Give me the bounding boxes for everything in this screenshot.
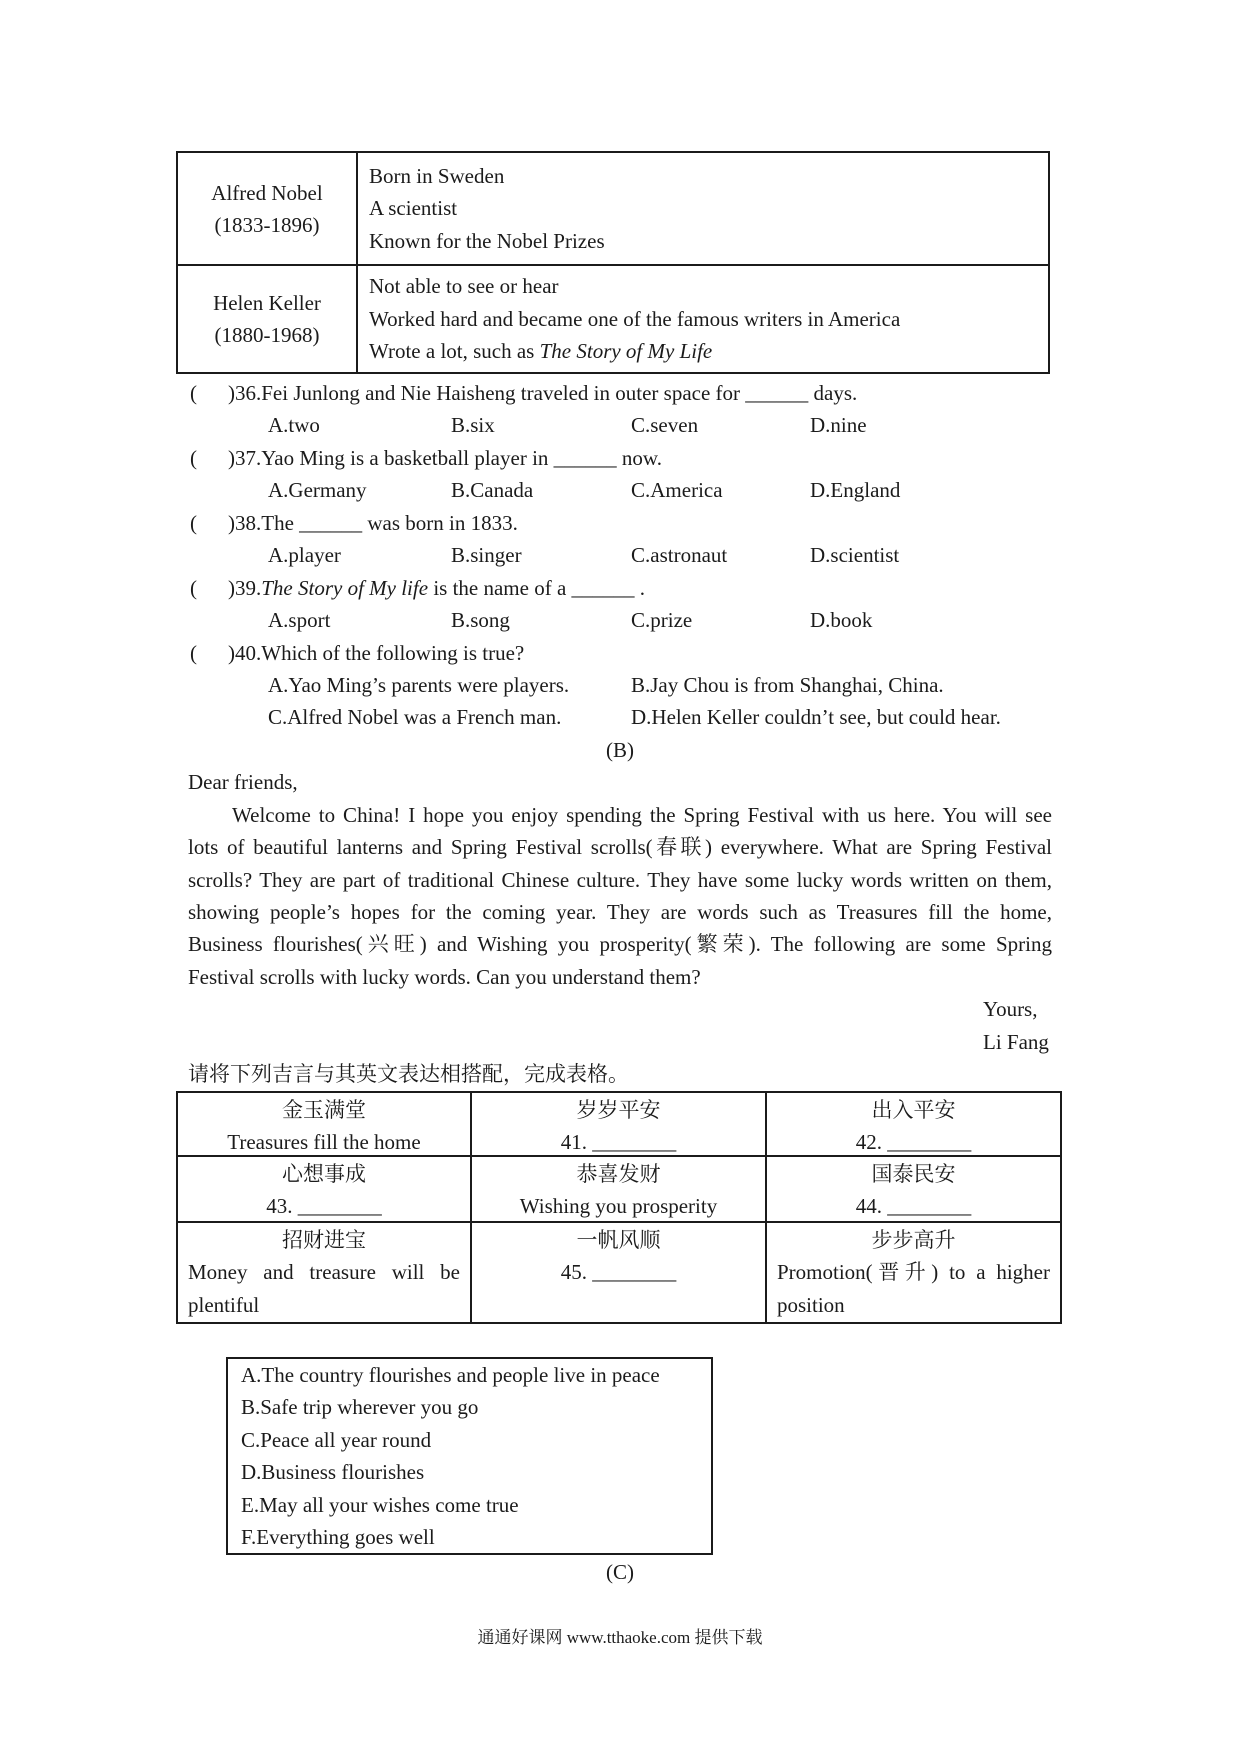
- chinese-phrase: 招财进宝: [282, 1228, 366, 1252]
- paragraph-line: Festival scrolls with lucky words. Can you understand them?: [188, 964, 701, 989]
- option-c: C.prize: [631, 608, 693, 633]
- question-stem: )36.Fei Junlong and Nie Haisheng traveled in outer space for ______ days.: [228, 381, 858, 405]
- chinese-phrase: 一帆风顺: [576, 1228, 661, 1252]
- letter-paragraph-line: [0, 831, 1240, 863]
- table-cell: [767, 1157, 1060, 1221]
- choices-box: [226, 1357, 713, 1555]
- choice-item: B.Safe trip wherever you go: [241, 1395, 479, 1420]
- page-footer: 通通好课网 www.tthaoke.com 提供下载: [477, 1628, 763, 1647]
- question-37: [0, 442, 1240, 474]
- chinese-phrase: 国泰民安: [871, 1162, 956, 1186]
- question-40-options-ab: [0, 669, 1240, 701]
- chinese-phrase: 步步高升: [871, 1228, 956, 1252]
- question-40: [0, 637, 1240, 669]
- person-cell: [178, 153, 358, 264]
- choice-item: C.Peace all year round: [241, 1427, 432, 1452]
- table-row: [178, 266, 1048, 372]
- table-cell: [472, 1157, 767, 1221]
- table-row: [178, 153, 1048, 266]
- answer-blank: 42. ________: [855, 1130, 972, 1155]
- option-d: D.Helen Keller couldn’t see, but could hear.: [631, 705, 1001, 730]
- english-phrase: Wishing you prosperity: [519, 1194, 718, 1219]
- option-c: C.seven: [631, 413, 699, 438]
- option-c: C.Alfred Nobel was a French man.: [268, 705, 562, 730]
- book-title: The Story of My Life: [539, 339, 713, 364]
- letter-paragraph-line: [0, 864, 1240, 896]
- fact-line: Not able to see or hear: [369, 274, 559, 299]
- choice-item: A.The country flourishes and people live in peace: [241, 1363, 660, 1387]
- fact-line: A scientist: [369, 196, 458, 221]
- option-b: B.song: [451, 608, 510, 633]
- people-info-table: [176, 151, 1050, 374]
- person-name: Helen Keller: [213, 291, 321, 315]
- paragraph-line: Business flourishes(兴旺) and Wishing you prosperity(繁荣). The following are some Spring: [188, 932, 1052, 957]
- table-row: [178, 1093, 1060, 1157]
- option-a: A.two: [268, 413, 320, 438]
- option-c: C.America: [631, 478, 723, 503]
- table-cell: [178, 1223, 472, 1322]
- paragraph-line: scrolls? They are part of traditional Chinese culture. They have some lucky words written on them,: [188, 867, 1052, 892]
- fact-line: Known for the Nobel Prizes: [369, 228, 605, 253]
- answer-bracket: (: [190, 640, 197, 665]
- answer-bracket: (: [190, 445, 197, 470]
- person-name: Alfred Nobel: [211, 180, 323, 205]
- option-a: A.sport: [268, 608, 331, 633]
- option-d: D.England: [810, 478, 901, 503]
- option-b: B.singer: [451, 543, 522, 568]
- table-cell: [178, 1093, 472, 1155]
- option-d: D.scientist: [810, 543, 900, 568]
- question-text: is the name of a ______ .: [433, 575, 646, 600]
- option-c: C.astronaut: [631, 543, 728, 568]
- chinese-phrase: 恭喜发财: [576, 1162, 661, 1186]
- matching-table: [176, 1091, 1062, 1324]
- question-40-options-cd: [0, 701, 1240, 733]
- greeting-text: Dear friends,: [188, 770, 298, 795]
- english-phrase: Promotion(晋升) to a higher position: [777, 1260, 1050, 1317]
- chinese-phrase: 岁岁平安: [576, 1098, 661, 1122]
- option-a: A.player: [268, 543, 341, 568]
- chinese-phrase: 心想事成: [282, 1162, 366, 1186]
- section-b-heading: [0, 734, 1240, 766]
- instruction-text: 请将下列吉言与其英文表达相搭配，完成表格。: [188, 1062, 629, 1087]
- question-36: [0, 377, 1240, 409]
- question-stem: )40.Which of the following is true?: [228, 640, 525, 665]
- question-36-options: [0, 409, 1240, 441]
- book-title: The Story of My life: [261, 575, 429, 600]
- table-cell: [472, 1093, 767, 1155]
- section-c-label: (C): [606, 1560, 634, 1584]
- choice-item: F.Everything goes well: [241, 1525, 435, 1550]
- answer-blank: 45. ________: [560, 1260, 677, 1285]
- person-cell: [178, 266, 358, 372]
- fact-line: Born in Sweden: [369, 163, 505, 188]
- question-38-options: [0, 539, 1240, 571]
- english-phrase: Money and treasure will be plentiful: [188, 1260, 460, 1317]
- question-stem: )37.Yao Ming is a basketball player in ______ now.: [228, 445, 662, 470]
- person-facts: [358, 266, 1048, 372]
- question-number: )39.: [228, 575, 262, 600]
- option-d: D.book: [810, 608, 873, 633]
- option-b: B.Canada: [451, 478, 534, 503]
- answer-blank: 43. ________: [266, 1194, 382, 1219]
- answer-blank: 44. ________: [855, 1194, 972, 1219]
- fact-line: Worked hard and became one of the famous writers in America: [369, 306, 901, 331]
- person-years: (1880-1968): [214, 323, 320, 347]
- choice-item: E.May all your wishes come true: [241, 1492, 519, 1517]
- letter-paragraph-line: [0, 799, 1240, 831]
- option-b: B.six: [451, 413, 495, 438]
- chinese-phrase: 金玉满堂: [282, 1098, 366, 1122]
- answer-bracket: (: [190, 510, 197, 535]
- table-cell: [767, 1093, 1060, 1155]
- paragraph-line: showing people’s hopes for the coming year. They are words such as Treasures fill the home,: [188, 900, 1052, 924]
- fact-text: Wrote a lot, such as: [369, 339, 535, 364]
- letter-closing: [0, 993, 1240, 1025]
- answer-bracket: (: [190, 381, 197, 405]
- paragraph-line: lots of beautiful lanterns and Spring Festival scrolls(春联) everywhere. What are Spring Festival: [188, 835, 1052, 860]
- letter-paragraph-line: [0, 961, 1240, 993]
- reading-section: [0, 377, 1240, 1091]
- matching-instruction: [0, 1058, 1240, 1090]
- table-cell: [767, 1223, 1060, 1322]
- signature-text: Li Fang: [983, 1029, 1049, 1054]
- fact-line: [369, 335, 1048, 367]
- table-row: [178, 1223, 1060, 1322]
- question-stem: )38.The ______ was born in 1833.: [228, 510, 518, 535]
- option-d: D.nine: [810, 413, 867, 438]
- answer-blank: 41. ________: [560, 1130, 677, 1155]
- question-38: [0, 507, 1240, 539]
- question-39: [0, 572, 1240, 604]
- table-cell: [472, 1223, 767, 1322]
- option-a: A.Yao Ming’s parents were players.: [268, 672, 570, 697]
- letter-paragraph-line: [0, 896, 1240, 928]
- table-row: [178, 1157, 1060, 1223]
- option-a: A.Germany: [268, 478, 367, 503]
- table-cell: [178, 1157, 472, 1221]
- letter-paragraph-line: [0, 928, 1240, 960]
- chinese-phrase: 出入平安: [871, 1098, 956, 1122]
- choice-item: D.Business flourishes: [241, 1460, 425, 1485]
- person-years: (1833-1896): [214, 212, 320, 237]
- letter-greeting: [0, 766, 1240, 798]
- english-phrase: Treasures fill the home: [227, 1130, 421, 1155]
- section-label: (B): [606, 737, 634, 762]
- question-stem: [228, 572, 645, 604]
- option-b: B.Jay Chou is from Shanghai, China.: [631, 672, 944, 697]
- closing-text: Yours,: [983, 997, 1038, 1022]
- paragraph-line: Welcome to China! I hope you enjoy spending the Spring Festival with us here. You will see: [232, 802, 1052, 827]
- answer-bracket: (: [190, 575, 197, 600]
- letter-signature: [0, 1026, 1240, 1058]
- question-37-options: [0, 474, 1240, 506]
- question-39-options: [0, 604, 1240, 636]
- person-facts: [358, 153, 1048, 264]
